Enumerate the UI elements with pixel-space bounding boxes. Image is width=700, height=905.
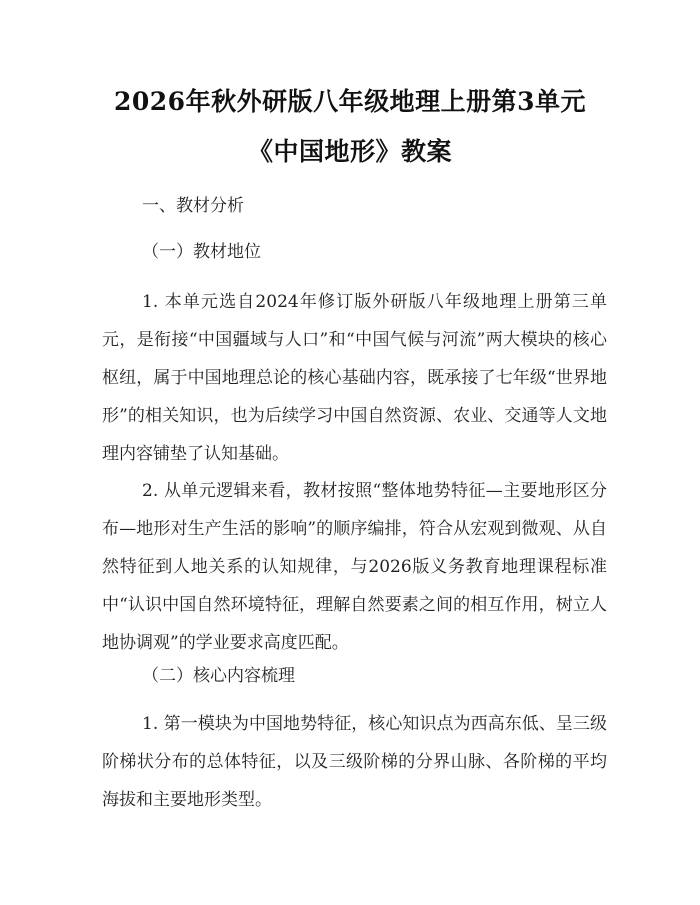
- paragraph-core-content-1: 1. 第一模块为中国地势特征，核心知识点为西高东低、呈三级阶梯状分布的总体特征，以及三级阶梯的分界山脉、各阶梯的平均海拔和主要地形类型。: [102, 714, 607, 810]
- subsection-heading-textbook-position: （一）教材地位: [142, 242, 261, 262]
- paragraph-textbook-position-1: 1. 本单元选自2024年修订版外研版八年级地理上册第三单元，是衔接“中国疆域与人口”和“中国气候与河流”两大模块的核心枢纽，属于中国地理总论的核心基础内容，既承接了七年级“世界地形”的相关知识，也为后续学习中国自然资源、农业、交通等人文地理内容铺垫了认知基础。: [102, 292, 607, 464]
- document-title-line-1: 2026年秋外研版八年级地理上册第3单元: [114, 87, 586, 116]
- paragraph-textbook-position-2: 2. 从单元逻辑来看，教材按照“整体地势特征—主要地形区分布—地形对生产生活的影响”的顺序编排，符合从宏观到微观、从自然特征到人地关系的认知规律，与2026版义务教育地理课程标准中“认识中国自然环境特征，理解自然要素之间的相互作用，树立人地协调观”的学业要求高度匹配。: [102, 481, 607, 653]
- document-title-line-2: 《中国地形》教案: [247, 137, 452, 166]
- section-heading-textbook-analysis: 一、教材分析: [142, 196, 244, 216]
- subsection-heading-core-content: （二）核心内容梳理: [142, 666, 295, 686]
